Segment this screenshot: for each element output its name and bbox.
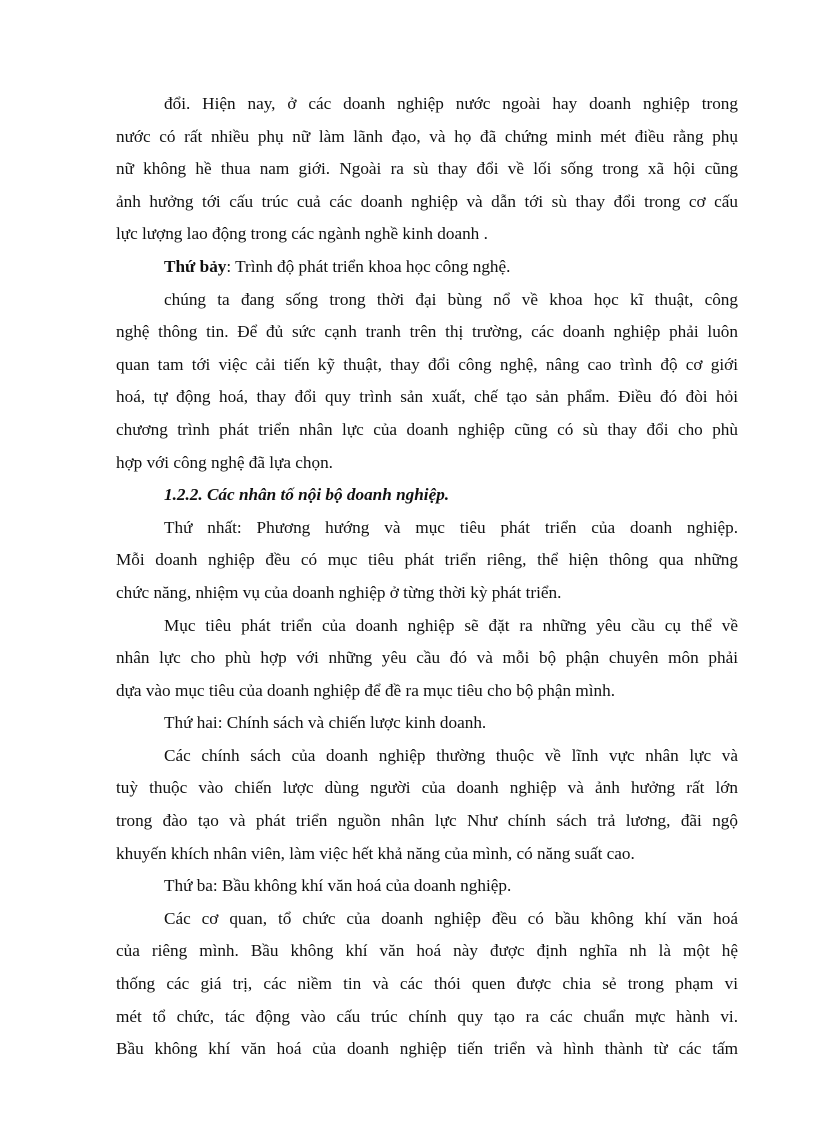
text-line: khuyến khích nhân viên, làm việc hết khả năng của mình, có năng suất cao. bbox=[116, 843, 635, 863]
section-heading bbox=[116, 479, 738, 512]
text-line: của riêng mình. Bầu không khí văn hoá này được định nghĩa nh là một hệ bbox=[116, 941, 738, 961]
text-line: chức năng, nhiệm vụ của doanh nghiệp ở từng thời kỳ phát triển. bbox=[116, 582, 562, 602]
bold-label: Thứ bảy bbox=[164, 256, 227, 276]
text-line: chúng ta đang sống trong thời đại bùng nổ về khoa học kĩ thuật, công bbox=[164, 289, 738, 309]
text-line: Các chính sách của doanh nghiệp thường thuộc về lĩnh vực nhân lực và bbox=[164, 745, 738, 765]
text-line: quan tam tới việc cải tiến kỹ thuật, thay đổi công nghệ, nâng cao trình độ cơ giới bbox=[116, 354, 738, 374]
text-line: nước có rất nhiều phụ nữ làm lãnh đạo, và họ đã chứng minh mét điều rằng phụ bbox=[116, 126, 738, 146]
text-line: chương trình phát triển nhân lực của doanh nghiệp cũng có sù thay đổi cho phù bbox=[116, 419, 738, 439]
text-line: nhân lực cho phù hợp với những yêu cầu đó và mỗi bộ phận chuyên môn phải bbox=[116, 648, 738, 668]
text-line: trong đào tạo và phát triển nguồn nhân lực Như chính sách trả lương, đãi ngộ bbox=[116, 811, 738, 831]
text-line: Thứ hai: Chính sách và chiến lược kinh doanh. bbox=[164, 713, 487, 733]
text-line: tuỳ thuộc vào chiến lược dùng người của doanh nghiệp và ảnh hưởng rất lớn bbox=[116, 778, 738, 798]
paragraph-6 bbox=[116, 707, 738, 740]
text-line: Mục tiêu phát triển của doanh nghiệp sẽ đặt ra những yêu cầu cụ thể về bbox=[164, 615, 738, 635]
paragraph-7 bbox=[116, 740, 738, 870]
text-line: Mỗi doanh nghiệp đều có mục tiêu phát triển riêng, thể hiện thông qua những bbox=[116, 550, 738, 570]
text-line: hoá, tự động hoá, thay đổi quy trình sản xuất, chế tạo sản phẩm. Điều đó đòi hỏi bbox=[116, 387, 738, 407]
text-line: dựa vào mục tiêu của doanh nghiệp để đề ra mục tiêu cho bộ phận mình. bbox=[116, 680, 616, 700]
paragraph-2 bbox=[116, 251, 738, 284]
paragraph-9 bbox=[116, 903, 738, 1066]
paragraph-1 bbox=[116, 88, 738, 251]
text-line: ảnh hưởng tới cấu trúc cuả các doanh nghiệp và dẫn tới sù thay đổi trong cơ cấu bbox=[116, 191, 738, 211]
paragraph-8 bbox=[116, 870, 738, 903]
text-line: lực lượng lao động trong các ngành nghề kinh doanh . bbox=[116, 224, 488, 244]
paragraph-3 bbox=[116, 284, 738, 480]
text-line bbox=[116, 251, 738, 284]
text-line: Bầu không khí văn hoá của doanh nghiệp tiến triển và hình thành từ các tấm bbox=[116, 1039, 738, 1059]
text-line: nghệ thông tin. Để đủ sức cạnh tranh trên thị trường, các doanh nghiệp phải luôn bbox=[116, 322, 738, 342]
text-line: hợp với công nghệ đã lựa chọn. bbox=[116, 452, 333, 472]
paragraph-5 bbox=[116, 610, 738, 708]
text-span: : Trình độ phát triển khoa học công nghệ. bbox=[226, 256, 511, 276]
text-line: mét tổ chức, tác động vào cấu trúc chính quy tạo ra các chuẩn mực hành vi. bbox=[116, 1006, 738, 1026]
document-page bbox=[116, 88, 738, 1066]
text-line: nữ không hề thua nam giới. Ngoài ra sù thay đổi về lối sống trong xã hội cũng bbox=[116, 159, 738, 179]
text-line: Các cơ quan, tổ chức của doanh nghiệp đều có bầu không khí văn hoá bbox=[164, 908, 738, 928]
text-line: Thứ nhất: Phương hướng và mục tiêu phát triển của doanh nghiệp. bbox=[164, 517, 738, 537]
section-heading-text: 1.2.2. Các nhân tố nội bộ doanh nghiệp. bbox=[164, 485, 450, 505]
text-line: Thứ ba: Bầu không khí văn hoá của doanh nghiệp. bbox=[164, 876, 512, 896]
paragraph-4 bbox=[116, 512, 738, 610]
text-line: thống các giá trị, các niềm tin và các thói quen được chia sẻ trong phạm vi bbox=[116, 974, 738, 994]
text-line: đổi. Hiện nay, ở các doanh nghiệp nước ngoài hay doanh nghiệp trong bbox=[164, 94, 738, 113]
